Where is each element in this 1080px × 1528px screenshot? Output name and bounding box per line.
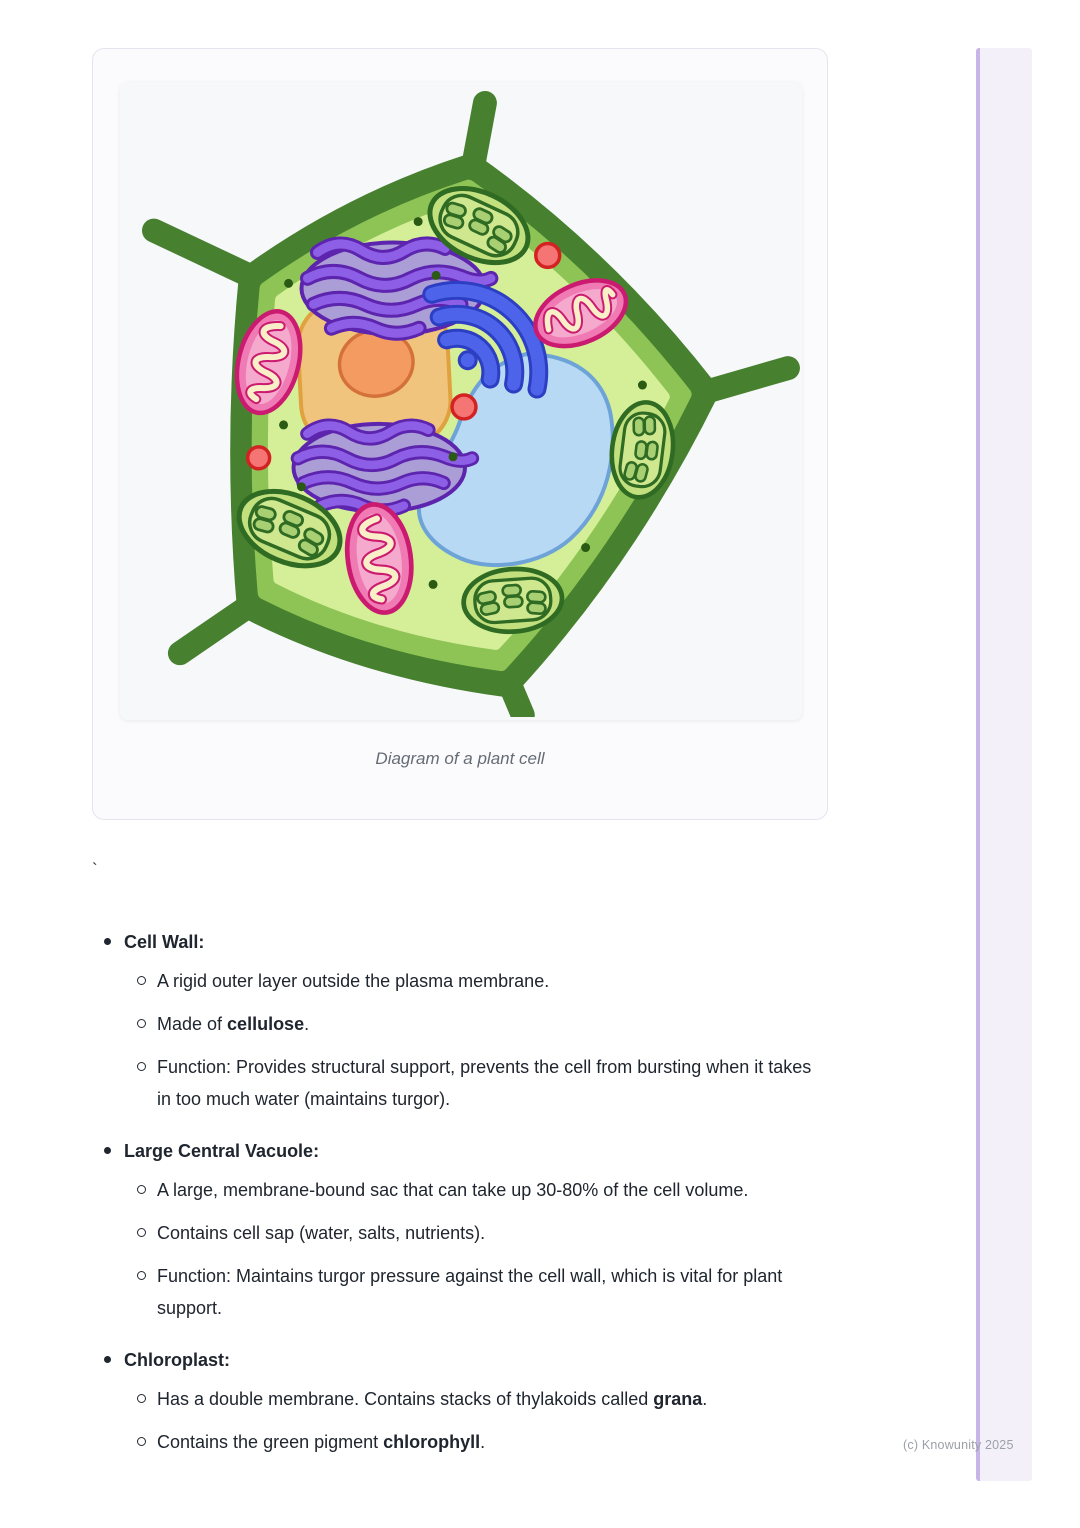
bullet-item: A rigid outer layer outside the plasma membrane. xyxy=(92,965,827,997)
bullet-section-title: Large Central Vacuole: xyxy=(92,1139,836,1163)
bullet-section-title: Chloroplast: xyxy=(92,1348,836,1372)
bullet-item: A large, membrane-bound sac that can take up 30-80% of the cell volume. xyxy=(92,1174,827,1206)
stray-backtick: ` xyxy=(92,860,98,879)
bullet-item: Contains cell sap (water, salts, nutrients). xyxy=(92,1217,827,1249)
figure-card xyxy=(92,48,828,820)
bullet-item: Made of cellulose. xyxy=(92,1008,827,1040)
bullet-item: Has a double membrane. Contains stacks of thylakoids called grana. xyxy=(92,1383,827,1415)
figure-panel xyxy=(120,82,802,720)
scrollbar[interactable] xyxy=(976,48,1032,1481)
bullet-section-title: Cell Wall: xyxy=(92,930,836,954)
plant-cell-illustration xyxy=(121,83,801,717)
bullet-item: Contains the green pigment chlorophyll. xyxy=(92,1426,827,1458)
notes-list xyxy=(92,930,836,1458)
bullet-item: Function: Provides structural support, prevents the cell from bursting when it takes in too much water (maintains turgor). xyxy=(92,1051,827,1115)
watermark: (c) Knowunity 2025 xyxy=(903,1438,1014,1452)
figure-caption: Diagram of a plant cell xyxy=(375,749,545,768)
bullet-item: Function: Maintains turgor pressure against the cell wall, which is vital for plant support. xyxy=(92,1260,827,1324)
